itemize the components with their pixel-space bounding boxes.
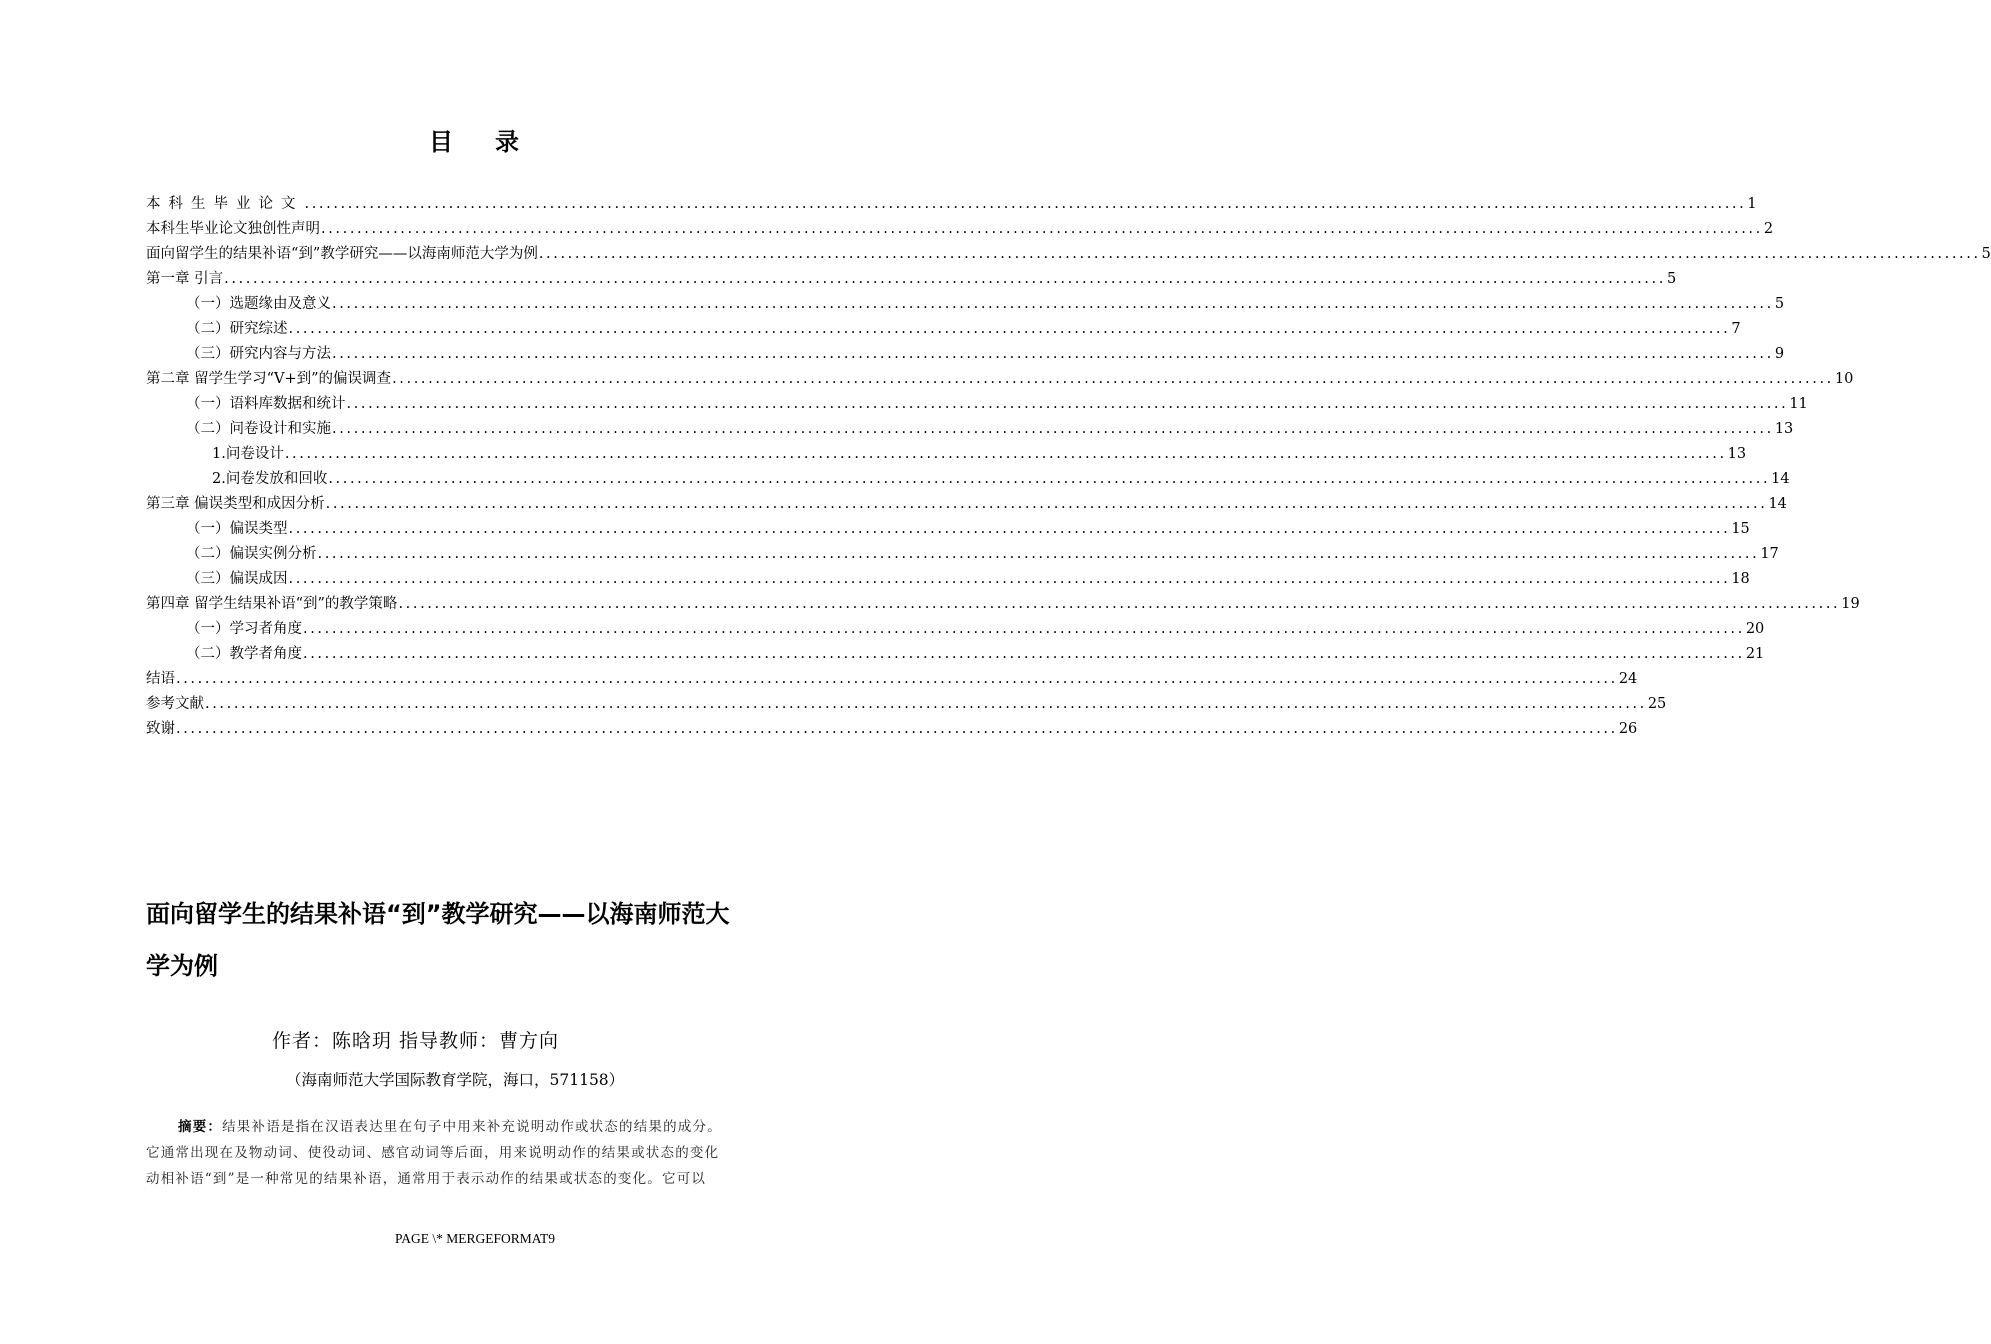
- abstract-label: 摘要：: [178, 1119, 223, 1135]
- toc-entry-text: （一）偏误类型: [186, 521, 288, 537]
- toc-leader-dots: ........................................................................................................................................................................................................: [392, 371, 1834, 387]
- paper-title-line-1: 面向留学生的结果补语“到”教学研究——以海南师范大: [146, 900, 730, 928]
- toc-page-number: 7: [1731, 321, 1741, 337]
- toc-page-number: 13: [1727, 446, 1747, 462]
- toc-entry[interactable]: [146, 642, 1765, 667]
- toc-page-number: 5: [1981, 246, 1991, 262]
- toc-entry[interactable]: [146, 717, 1638, 742]
- toc-leader-dots: ........................................................................................................................................................................................................: [288, 521, 1731, 537]
- toc-leader-dots: ........................................................................................................................................................................................................: [332, 421, 1774, 437]
- toc-entry-text: （三）偏误成因: [186, 571, 288, 587]
- toc-leader-dots: ........................................................................................................................................................................................................: [224, 271, 1666, 287]
- toc-entry[interactable]: [146, 342, 1785, 367]
- toc-entry-text: 参考文献: [146, 696, 204, 712]
- toc-entry[interactable]: [146, 367, 1854, 392]
- toc-leader-dots: ........................................................................................................................................................................................................: [176, 721, 1618, 737]
- toc-entry[interactable]: [146, 667, 1638, 692]
- toc-page-number: 17: [1760, 546, 1779, 562]
- toc-page-number: 14: [1768, 496, 1787, 512]
- toc-entry[interactable]: [146, 292, 1785, 317]
- toc-leader-dots: ........................................................................................................................................................................................................: [304, 196, 1747, 212]
- toc-entry-text: （二）问卷设计和实施: [186, 421, 331, 437]
- affiliation: （海南师范大学国际教育学院，海口，571158）: [286, 1071, 625, 1089]
- toc-page-number: 5: [1774, 296, 1785, 312]
- toc-page-number: 5: [1666, 271, 1677, 287]
- toc-entry-text: （二）研究综述: [186, 321, 288, 337]
- toc-entry[interactable]: [146, 492, 1787, 517]
- toc-entry-text: （一）语料库数据和统计: [186, 396, 346, 412]
- toc-entry-text: 致谢: [146, 721, 175, 737]
- paper-title-line-2: 学为例: [146, 952, 218, 980]
- toc-page-number: 19: [1841, 596, 1860, 612]
- toc-entry-text: 本科生毕业论文: [146, 196, 304, 212]
- toc-leader-dots: ........................................................................................................................................................................................................: [288, 321, 1731, 337]
- toc-page-number: 10: [1834, 371, 1854, 387]
- toc-entry-text: （二）教学者角度: [186, 646, 302, 662]
- toc-entry[interactable]: [146, 392, 1808, 417]
- toc-entry[interactable]: [146, 192, 1757, 217]
- toc-leader-dots: ........................................................................................................................................................................................................: [346, 396, 1789, 412]
- toc-leader-dots: ........................................................................................................................................................................................................: [317, 546, 1760, 562]
- toc-page-number: 13: [1774, 421, 1794, 437]
- author-line: 作者：陈晗玥 指导教师：曹方向: [272, 1030, 560, 1052]
- toc-entry-text: （二）偏误实例分析: [186, 546, 317, 562]
- toc-entry-text: （一）学习者角度: [186, 621, 302, 637]
- toc-entry-text: 第三章 偏误类型和成因分析: [146, 496, 325, 512]
- abstract-line: 它通常出现在及物动词、使役动词、感官动词等后面，用来说明动作的结果或状态的变化: [146, 1145, 720, 1161]
- toc-page-number: 24: [1618, 671, 1638, 687]
- toc-entry-text: 第二章 留学生学习“V+到”的偏误调查: [146, 371, 392, 387]
- toc-page-number: 20: [1745, 621, 1765, 637]
- toc-page-number: 14: [1771, 471, 1790, 487]
- toc-entry[interactable]: [146, 692, 1667, 717]
- toc-title-right: 录: [495, 127, 521, 156]
- toc-entry-text: 本科生毕业论文独创性声明: [146, 221, 320, 237]
- toc-entry-text: 面向留学生的结果补语“到”教学研究——以海南师范大学为例: [146, 246, 538, 262]
- toc-entry[interactable]: [146, 317, 1741, 342]
- toc-entry[interactable]: [146, 567, 1750, 592]
- toc-entry[interactable]: [146, 242, 1991, 267]
- toc-title: [0, 122, 950, 157]
- toc-entry-text: 结语: [146, 671, 175, 687]
- toc-entry[interactable]: [146, 592, 1860, 617]
- table-of-contents: [146, 192, 1991, 742]
- toc-entry-text: 第四章 留学生结果补语“到”的教学策略: [146, 596, 398, 612]
- toc-leader-dots: ........................................................................................................................................................................................................: [325, 496, 1768, 512]
- abstract-line: 动相补语“到”是一种常见的结果补语，通常用于表示动作的结果或状态的变化。它可以: [146, 1171, 707, 1187]
- toc-leader-dots: ........................................................................................................................................................................................................: [303, 646, 1745, 662]
- toc-entry-text: 1.问卷设计: [212, 446, 284, 462]
- toc-leader-dots: ........................................................................................................................................................................................................: [332, 296, 1774, 312]
- toc-page-number: 9: [1774, 346, 1785, 362]
- toc-leader-dots: ........................................................................................................................................................................................................: [328, 471, 1771, 487]
- toc-entry-text: （三）研究内容与方法: [186, 346, 331, 362]
- toc-leader-dots: ........................................................................................................................................................................................................: [288, 571, 1731, 587]
- toc-entry[interactable]: [146, 517, 1750, 542]
- abstract: [146, 1114, 808, 1192]
- toc-entry[interactable]: [146, 542, 1779, 567]
- toc-leader-dots: ........................................................................................................................................................................................................: [332, 346, 1774, 362]
- toc-leader-dots: ........................................................................................................................................................................................................: [538, 246, 1981, 262]
- toc-entry[interactable]: [146, 617, 1765, 642]
- abstract-line: [146, 1114, 808, 1140]
- toc-leader-dots: ........................................................................................................................................................................................................: [398, 596, 1841, 612]
- toc-entry[interactable]: [146, 267, 1677, 292]
- toc-entry-text: （一）选题缘由及意义: [186, 296, 331, 312]
- toc-page-number: 11: [1789, 396, 1808, 412]
- toc-entry[interactable]: [146, 467, 1790, 492]
- toc-title-left: 目: [429, 127, 455, 156]
- toc-entry-text: 第一章 引言: [146, 271, 224, 287]
- abstract-text: 结果补语是指在汉语表达里在句子中用来补充说明动作或状态的结果的成分。: [222, 1119, 722, 1135]
- toc-entry[interactable]: [146, 442, 1747, 467]
- toc-page-number: 2: [1763, 221, 1774, 237]
- toc-page-number: 1: [1747, 196, 1757, 212]
- toc-entry[interactable]: [146, 217, 1774, 242]
- toc-page-number: 18: [1731, 571, 1750, 587]
- toc-entry[interactable]: [146, 417, 1794, 442]
- toc-page-number: 21: [1745, 646, 1765, 662]
- toc-leader-dots: ........................................................................................................................................................................................................: [205, 696, 1647, 712]
- toc-leader-dots: ........................................................................................................................................................................................................: [321, 221, 1763, 237]
- paper-title: [146, 888, 808, 992]
- toc-page-number: 25: [1647, 696, 1667, 712]
- toc-page-number: 15: [1731, 521, 1750, 537]
- toc-leader-dots: ........................................................................................................................................................................................................: [303, 621, 1745, 637]
- toc-entry-text: 2.问卷发放和回收: [212, 471, 328, 487]
- page-footer: PAGE \* MERGEFORMAT9: [394, 1231, 556, 1246]
- toc-page-number: 26: [1618, 721, 1638, 737]
- toc-leader-dots: ........................................................................................................................................................................................................: [176, 671, 1618, 687]
- toc-leader-dots: ........................................................................................................................................................................................................: [284, 446, 1727, 462]
